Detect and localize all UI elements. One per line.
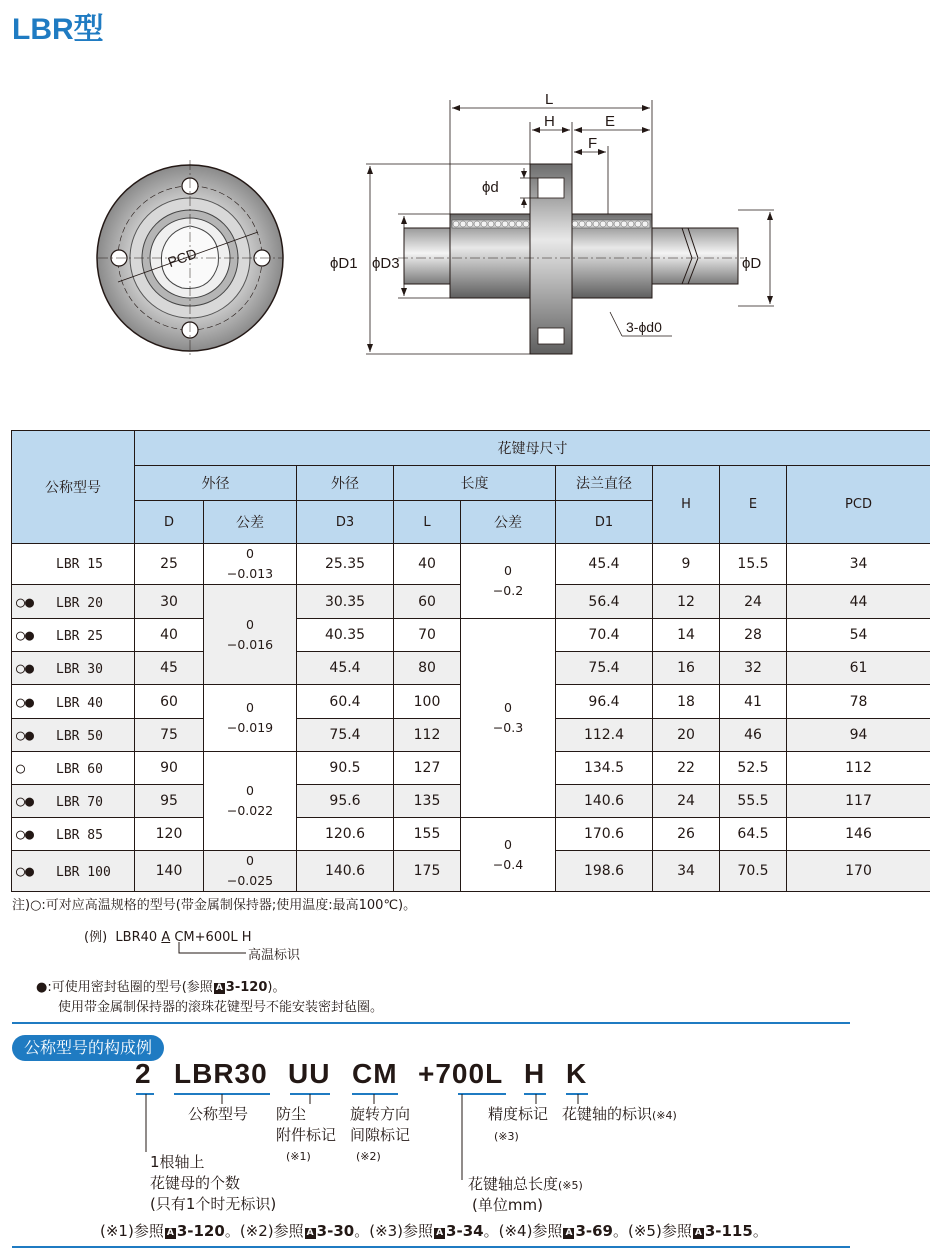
- ball: [579, 221, 585, 227]
- label-count-2: 花键母的个数: [150, 1174, 241, 1192]
- availability-symbols: ○●: [16, 792, 35, 810]
- ref-a-icon: [693, 1228, 704, 1239]
- cell-E: 24: [720, 585, 787, 619]
- technical-drawing: [0, 60, 930, 380]
- note-high-temp: 注)○:可对应高温规格的型号(带金属制保持器;使用温度:最高100℃)。: [12, 898, 417, 913]
- ball: [453, 221, 459, 227]
- example-leader: [170, 942, 250, 958]
- cell-L: 155: [394, 818, 461, 851]
- label-shaft: 花键轴的标识(※4): [562, 1105, 677, 1123]
- availability-symbols: ○: [16, 759, 26, 777]
- model-cell: [12, 785, 135, 818]
- cell-E: 55.5: [720, 785, 787, 818]
- label-count-1: 1根轴上: [150, 1153, 205, 1171]
- page-title: LBR型: [12, 13, 104, 46]
- cell-PCD: 170: [787, 851, 930, 892]
- cell-D: 95: [135, 785, 204, 818]
- ref-a-icon: [305, 1228, 316, 1239]
- cell-H: 26: [653, 818, 720, 851]
- model-cell: [12, 652, 135, 685]
- cell-PCD: 112: [787, 752, 930, 785]
- label-dust-1: 防尘: [276, 1105, 307, 1123]
- cell-E: 15.5: [720, 544, 787, 585]
- cell-H: 20: [653, 719, 720, 752]
- cell-D3: 25.35: [297, 544, 394, 585]
- spec-table: [11, 430, 930, 892]
- ref-a-icon: [165, 1228, 176, 1239]
- cell-D1: 140.6: [556, 785, 653, 818]
- model-cell: [12, 544, 135, 585]
- cell-tol-d: 0 −0.022: [204, 752, 297, 851]
- cell-H: 22: [653, 752, 720, 785]
- cell-H: 24: [653, 785, 720, 818]
- side-view: [330, 91, 774, 354]
- svg-text:L: L: [545, 91, 554, 108]
- cell-PCD: 94: [787, 719, 930, 752]
- cell-D: 45: [135, 652, 204, 685]
- cell-tol-l: 0 −0.4: [461, 818, 556, 892]
- divider-top: [12, 1022, 850, 1024]
- cell-D3: 90.5: [297, 752, 394, 785]
- availability-symbols: ○●: [16, 692, 35, 711]
- model-cell: [12, 585, 135, 619]
- footer-ref-3: (※3)参照A 3-34。: [369, 1222, 498, 1240]
- cell-D3: 45.4: [297, 652, 394, 685]
- ball: [460, 221, 466, 227]
- label-rot-ref: (※2): [356, 1150, 381, 1163]
- model-cell: [12, 851, 135, 892]
- cell-D3: 120.6: [297, 818, 394, 851]
- cell-H: 16: [653, 652, 720, 685]
- cell-L: 80: [394, 652, 461, 685]
- cell-D3: 140.6: [297, 851, 394, 892]
- code-model: LBR30: [174, 1058, 268, 1089]
- ball: [488, 221, 494, 227]
- table-row: [12, 619, 930, 652]
- ball: [600, 221, 606, 227]
- model-name: LBR 50: [56, 729, 103, 744]
- code-prec: H: [524, 1058, 546, 1089]
- model-name: LBR 85: [56, 828, 103, 843]
- ball: [495, 221, 501, 227]
- cell-D: 30: [135, 585, 204, 619]
- code-count: 2: [135, 1058, 152, 1089]
- cell-PCD: 117: [787, 785, 930, 818]
- col-L: L: [394, 501, 461, 544]
- cell-H: 18: [653, 685, 720, 719]
- col-model: 公称型号: [12, 431, 135, 544]
- footer-ref-5: (※5)参照A 3-115。: [628, 1222, 768, 1240]
- col-tol-l: 公差: [461, 501, 556, 544]
- svg-text:PCD: PCD: [165, 245, 199, 271]
- cell-D: 120: [135, 818, 204, 851]
- ball: [628, 221, 634, 227]
- cell-L: 70: [394, 619, 461, 652]
- ball: [586, 221, 592, 227]
- model-cell: [12, 719, 135, 752]
- footer-ref-4: (※4)参照A 3-69。: [499, 1222, 628, 1240]
- cell-D1: 134.5: [556, 752, 653, 785]
- cell-D3: 30.35: [297, 585, 394, 619]
- cell-tol-d: 0 −0.016: [204, 585, 297, 685]
- ball: [642, 221, 648, 227]
- cell-E: 32: [720, 652, 787, 685]
- ball: [509, 221, 515, 227]
- model-name: LBR 100: [56, 865, 111, 880]
- note-seal: ●:可使用密封毡圈的型号(参照A 3-120)。: [36, 976, 285, 995]
- composition-leaders: [0, 1088, 930, 1203]
- label-rot-2: 间隙标记: [350, 1126, 411, 1144]
- note-seal-2: 使用带金属制保持器的滚珠花键型号不能安装密封毡圈。: [58, 1000, 384, 1015]
- cell-PCD: 146: [787, 818, 930, 851]
- cell-D1: 45.4: [556, 544, 653, 585]
- cell-tol-d: 0 −0.019: [204, 685, 297, 752]
- model-name: LBR 30: [56, 662, 103, 677]
- cell-E: 28: [720, 619, 787, 652]
- model-name: LBR 20: [56, 595, 103, 611]
- model-cell: [12, 685, 135, 719]
- cell-tol-d: 0 −0.025: [204, 851, 297, 892]
- code-length: +700L: [418, 1058, 504, 1089]
- table-row: [12, 544, 930, 585]
- model-name: LBR 15: [56, 556, 103, 572]
- availability-symbols: ○●: [16, 726, 35, 744]
- cell-E: 41: [720, 685, 787, 719]
- front-view: [97, 160, 283, 356]
- cell-E: 70.5: [720, 851, 787, 892]
- ref-a-icon: [214, 983, 225, 994]
- col-D: D: [135, 501, 204, 544]
- cell-D: 75: [135, 719, 204, 752]
- col-D1: D1: [556, 501, 653, 544]
- cell-D1: 198.6: [556, 851, 653, 892]
- ref-a-icon: [434, 1228, 445, 1239]
- ball: [481, 221, 487, 227]
- ball: [516, 221, 522, 227]
- model-name: LBR 70: [56, 795, 103, 810]
- ball: [502, 221, 508, 227]
- col-tol-d: 公差: [204, 501, 297, 544]
- cell-tol-l: 0 −0.3: [461, 619, 556, 818]
- cell-H: 12: [653, 585, 720, 619]
- cell-E: 46: [720, 719, 787, 752]
- col-outer-d: 外径: [135, 466, 297, 501]
- col-outer-d3: 外径: [297, 466, 394, 501]
- cell-L: 40: [394, 544, 461, 585]
- label-length-2: (单位mm): [472, 1196, 543, 1214]
- cell-PCD: 78: [787, 685, 930, 719]
- cell-D1: 96.4: [556, 685, 653, 719]
- model-cell: [12, 818, 135, 851]
- ball: [635, 221, 641, 227]
- label-length-1: 花键轴总长度(※5): [468, 1175, 583, 1193]
- cell-PCD: 61: [787, 652, 930, 685]
- ball: [621, 221, 627, 227]
- cell-L: 175: [394, 851, 461, 892]
- availability-symbols: ○●: [16, 825, 35, 843]
- svg-text:ϕd: ϕd: [482, 179, 499, 196]
- cell-L: 112: [394, 719, 461, 752]
- col-flange: 法兰直径: [556, 466, 653, 501]
- col-PCD: PCD: [787, 466, 930, 544]
- svg-text:ϕD1: ϕD1: [330, 255, 358, 272]
- col-E: E: [720, 466, 787, 544]
- cell-D: 60: [135, 685, 204, 719]
- cell-H: 9: [653, 544, 720, 585]
- model-name: LBR 25: [56, 629, 103, 644]
- ball: [593, 221, 599, 227]
- label-prec: 精度标记: [488, 1105, 549, 1123]
- cell-D1: 112.4: [556, 719, 653, 752]
- composition-header: 公称型号的构成例: [12, 1035, 164, 1061]
- cell-L: 60: [394, 585, 461, 619]
- example-label: 高温标识: [248, 948, 301, 963]
- svg-text:ϕD3: ϕD3: [372, 255, 400, 272]
- table-row: [12, 818, 930, 851]
- availability-symbols: ○●: [16, 862, 35, 880]
- cell-H: 14: [653, 619, 720, 652]
- code-dust: UU: [288, 1058, 331, 1089]
- cell-D3: 40.35: [297, 619, 394, 652]
- cell-L: 100: [394, 685, 461, 719]
- footer-ref-1: (※1)参照A 3-120。: [100, 1222, 240, 1240]
- model-name: LBR 40: [56, 695, 103, 711]
- cell-D: 25: [135, 544, 204, 585]
- cell-D: 140: [135, 851, 204, 892]
- svg-text:E: E: [605, 113, 616, 130]
- cell-tol-d: 0 −0.013: [204, 544, 297, 585]
- cell-PCD: 34: [787, 544, 930, 585]
- cell-H: 34: [653, 851, 720, 892]
- ball: [614, 221, 620, 227]
- label-dust-2: 附件标记: [276, 1126, 337, 1144]
- svg-text:3-ϕd0: 3-ϕd0: [626, 319, 662, 335]
- ball: [523, 221, 529, 227]
- col-H: H: [653, 466, 720, 544]
- cell-D1: 56.4: [556, 585, 653, 619]
- code-shaft: K: [566, 1058, 588, 1089]
- model-name: LBR 60: [56, 762, 103, 777]
- availability-symbols: ○●: [16, 659, 35, 677]
- example-line: (例) LBR40 A CM+600L H: [84, 930, 252, 945]
- ball: [572, 221, 578, 227]
- ball: [474, 221, 480, 227]
- cell-L: 135: [394, 785, 461, 818]
- ball: [607, 221, 613, 227]
- group-header: 花键母尺寸: [135, 431, 930, 466]
- col-D3: D3: [297, 501, 394, 544]
- model-cell: [12, 752, 135, 785]
- footer-ref-2: (※2)参照A 3-30。: [240, 1222, 369, 1240]
- svg-text:ϕD: ϕD: [742, 255, 762, 272]
- cell-PCD: 44: [787, 585, 930, 619]
- model-cell: [12, 619, 135, 652]
- cell-D: 40: [135, 619, 204, 652]
- divider-bottom: [12, 1246, 850, 1248]
- cell-D3: 60.4: [297, 685, 394, 719]
- cell-D3: 75.4: [297, 719, 394, 752]
- cell-D1: 75.4: [556, 652, 653, 685]
- label-count-3: (只有1个时无标识): [150, 1195, 277, 1213]
- availability-symbols: ○●: [16, 592, 35, 611]
- cell-D1: 70.4: [556, 619, 653, 652]
- cell-D1: 170.6: [556, 818, 653, 851]
- label-prec-ref: (※3): [494, 1130, 519, 1143]
- ref-a-icon: [563, 1228, 574, 1239]
- svg-text:F: F: [588, 135, 598, 152]
- label-rot-1: 旋转方向: [350, 1105, 411, 1123]
- cell-D3: 95.6: [297, 785, 394, 818]
- cell-PCD: 54: [787, 619, 930, 652]
- code-rot: CM: [352, 1058, 398, 1089]
- availability-symbols: ○●: [16, 626, 35, 644]
- label-model: 公称型号: [188, 1105, 249, 1123]
- cell-E: 64.5: [720, 818, 787, 851]
- cell-E: 52.5: [720, 752, 787, 785]
- cell-L: 127: [394, 752, 461, 785]
- svg-text:H: H: [544, 113, 555, 130]
- ball: [467, 221, 473, 227]
- cell-D: 90: [135, 752, 204, 785]
- label-dust-ref: (※1): [286, 1150, 311, 1163]
- cell-tol-l: 0 −0.2: [461, 544, 556, 619]
- footer-references: [100, 1220, 768, 1241]
- col-length: 长度: [394, 466, 556, 501]
